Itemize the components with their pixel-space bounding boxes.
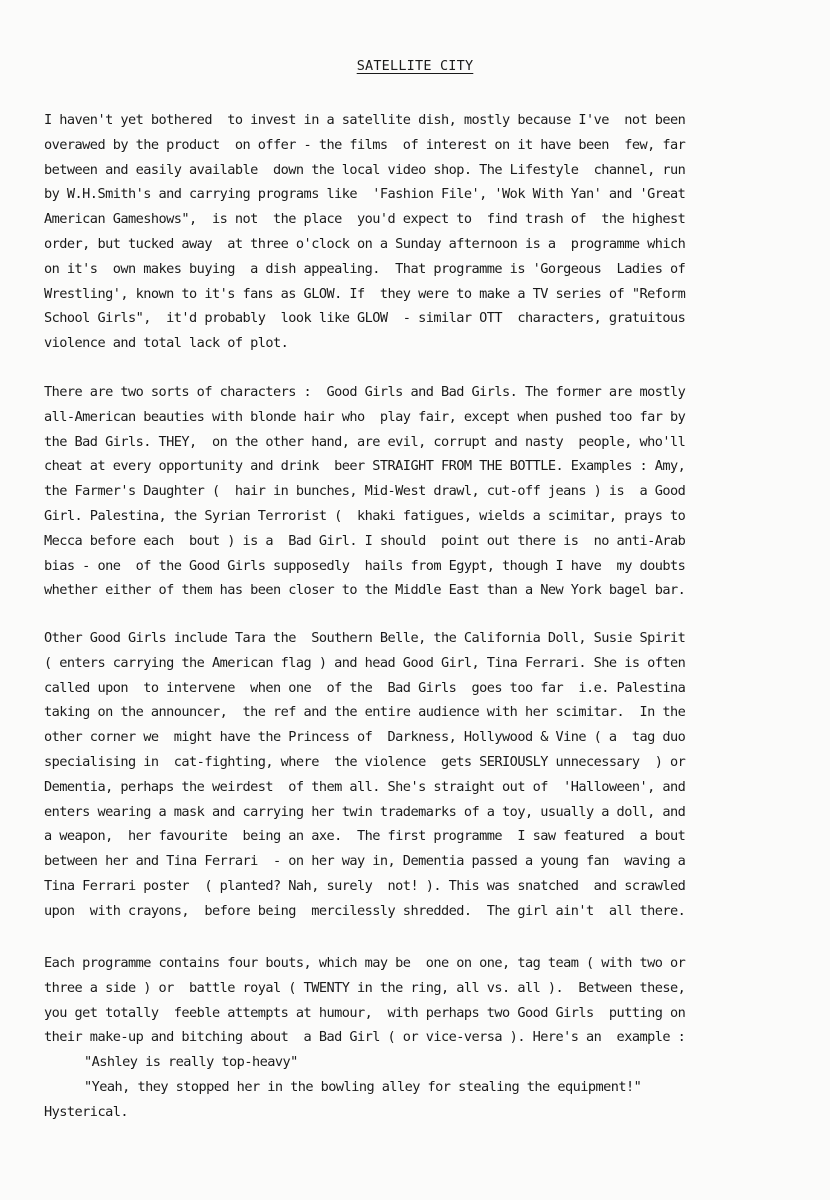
text-line: taking on the announcer, the ref and the entire audience with her scimitar. In the bbox=[44, 704, 686, 721]
text-line: cheat at every opportunity and drink beer STRAIGHT FROM THE BOTTLE. Examples : Amy, bbox=[44, 458, 686, 475]
paragraph-characters bbox=[44, 380, 788, 603]
text-line: bias - one of the Good Girls supposedly hails from Egypt, though I have my doubts bbox=[44, 557, 686, 574]
text-line: called upon to intervene when one of the Bad Girls goes too far i.e. Palestina bbox=[44, 679, 686, 696]
text-line: Each programme contains four bouts, which may be one on one, tag team ( with two or bbox=[44, 955, 686, 971]
text-line: specialising in cat-fighting, where the violence gets SERIOUSLY unnecessary ) or bbox=[44, 753, 686, 770]
text-line: on it's own makes buying a dish appealing. That programme is 'Gorgeous Ladies of bbox=[44, 260, 686, 277]
text-line: ( enters carrying the American flag ) and head Good Girl, Tina Ferrari. She is often bbox=[44, 654, 686, 671]
closing-remark: Hysterical. bbox=[44, 1103, 128, 1120]
text-line: you get totally feeble attempts at humour, with perhaps two Good Girls putting on bbox=[44, 1004, 686, 1021]
quote-line: "Yeah, they stopped her in the bowling alley for stealing the equipment!" bbox=[84, 1078, 642, 1095]
text-line: order, but tucked away at three o'clock on a Sunday afternoon is a programme which bbox=[44, 235, 686, 252]
text-line: American Gameshows", is not the place you'd expect to find trash of the highest bbox=[44, 211, 686, 228]
text-line: Wrestling', known to it's fans as GLOW. If they were to make a TV series of "Reform bbox=[44, 285, 686, 302]
text-line: Tina Ferrari poster ( planted? Nah, surely not! ). This was snatched and scrawled bbox=[44, 877, 686, 894]
text-line: their make-up and bitching about a Bad Girl ( or vice-versa ). Here's an example : bbox=[44, 1029, 686, 1046]
text-line: Mecca before each bout ) is a Bad Girl. I should point out there is no anti-Arab bbox=[44, 532, 686, 549]
text-line: other corner we might have the Princess of Darkness, Hollywood & Vine ( a tag duo bbox=[44, 729, 686, 746]
article-title: SATELLITE CITY bbox=[356, 58, 474, 74]
text-line: enters wearing a mask and carrying her twin trademarks of a toy, usually a doll, and bbox=[44, 803, 686, 820]
text-line: overawed by the product on offer - the films of interest on it have been few, far bbox=[44, 136, 686, 153]
text-line: all-American beauties with blonde hair who play fair, except when pushed too far by bbox=[44, 408, 686, 425]
paragraph-programme bbox=[44, 951, 788, 1125]
text-line: upon with crayons, before being mercilessly shredded. The girl ain't all there. bbox=[44, 902, 686, 919]
text-line: a weapon, her favourite being an axe. The first programme I saw featured a bout bbox=[44, 828, 686, 845]
paragraph-other-girls bbox=[44, 626, 788, 924]
quote-line: "Ashley is really top-heavy" bbox=[84, 1054, 298, 1071]
text-line: I haven't yet bothered to invest in a satellite dish, mostly because I've not been bbox=[44, 112, 686, 128]
text-line: There are two sorts of characters : Good Girls and Bad Girls. The former are mostly bbox=[44, 384, 686, 400]
text-line: by W.H.Smith's and carrying programs like 'Fashion File', 'Wok With Yan' and 'Great bbox=[44, 186, 686, 203]
text-line: the Farmer's Daughter ( hair in bunches, Mid-West drawl, cut-off jeans ) is a Good bbox=[44, 483, 686, 500]
text-line: Dementia, perhaps the weirdest of them all. She's straight out of 'Halloween', and bbox=[44, 778, 686, 795]
text-line: Girl. Palestina, the Syrian Terrorist ( khaki fatigues, wields a scimitar, prays to bbox=[44, 507, 686, 524]
text-line: violence and total lack of plot. bbox=[44, 335, 289, 352]
text-line: between and easily available down the local video shop. The Lifestyle channel, run bbox=[44, 161, 686, 178]
text-line: School Girls", it'd probably look like GLOW - similar OTT characters, gratuitous bbox=[44, 310, 686, 327]
text-line: three a side ) or battle royal ( TWENTY in the ring, all vs. all ). Between these, bbox=[44, 979, 686, 996]
text-line: the Bad Girls. THEY, on the other hand, are evil, corrupt and nasty people, who'll bbox=[44, 433, 686, 450]
text-line: whether either of them has been closer to the Middle East than a New York bagel bar. bbox=[44, 582, 686, 599]
text-line: Other Good Girls include Tara the Southern Belle, the California Doll, Susie Spirit bbox=[44, 630, 686, 646]
text-line: between her and Tina Ferrari - on her way in, Dementia passed a young fan waving a bbox=[44, 853, 686, 870]
paragraph-intro bbox=[44, 108, 788, 356]
